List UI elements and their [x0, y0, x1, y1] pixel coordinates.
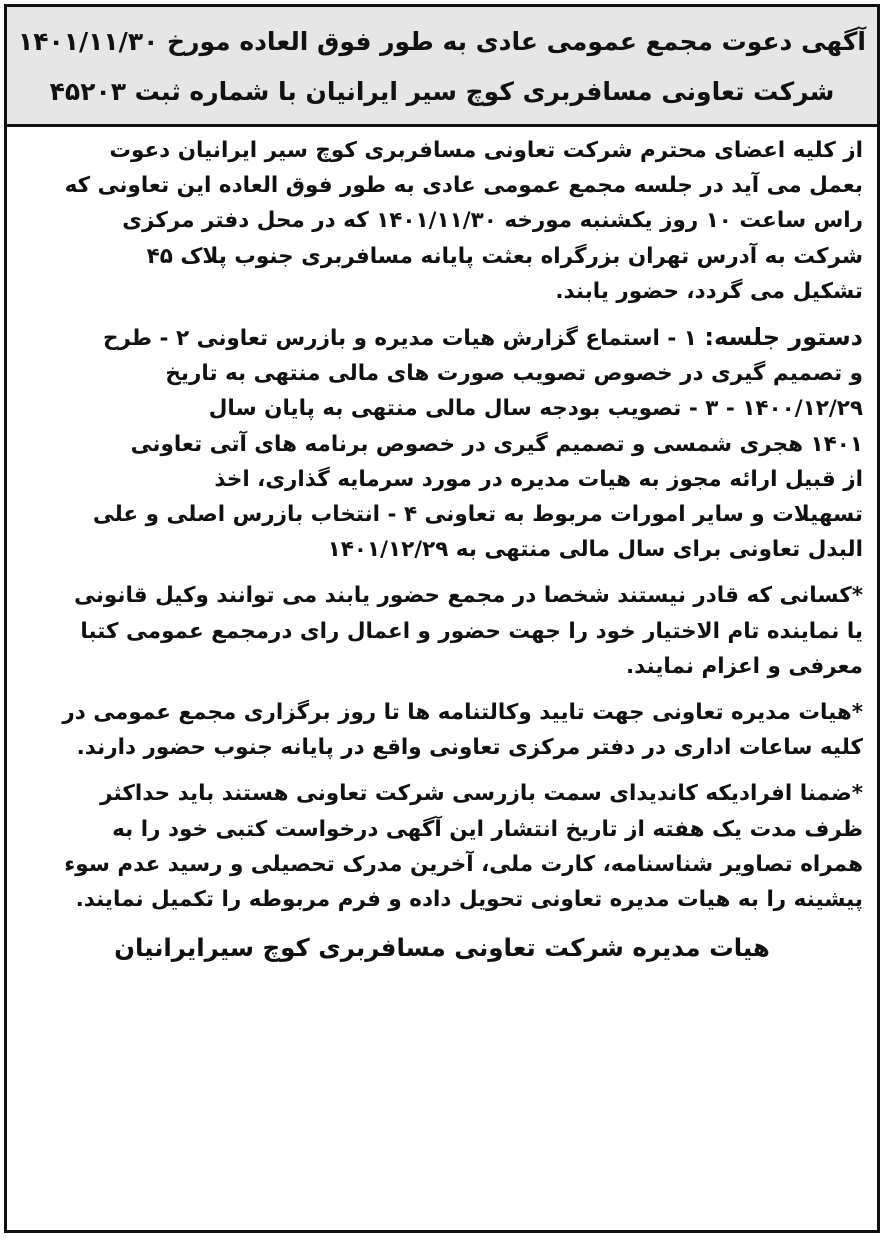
intro-line: تشکیل می گردد، حضور یابند.: [555, 278, 863, 304]
intro-line: از کلیه اعضای محترم شرکت تعاونی مسافربری کوچ سیر ایرانیان دعوت: [109, 138, 863, 163]
note-line: معرفی و اعزام نمایند.: [625, 653, 863, 679]
note-line: *هیات مدیره تعاونی جهت تایید وکالتنامه ها تا روز برگزاری مجمع عمومی در: [62, 700, 863, 726]
agenda-label: دستور جلسه:: [704, 323, 863, 352]
note-line: ظرف مدت یک هفته از تاریخ انتشار این آگهی درخواست کتبی خود را به: [112, 816, 863, 842]
board-note: [21, 695, 863, 765]
intro-paragraph: [21, 133, 863, 309]
signature: هیات مدیره شرکت تعاونی مسافربری کوچ سیرایرانیان: [114, 933, 770, 963]
proxy-note: [21, 578, 863, 684]
agenda-line: تسهیلات و سایر امورات مربوط به تعاونی ۴ - انتخاب بازرس اصلی و علی: [92, 502, 863, 528]
intro-line: راس ساعت ۱۰ روز یکشنبه مورخه ۱۴۰۱/۱۱/۳۰ که در محل دفتر مرکزی: [122, 208, 863, 234]
candidates-note: [21, 776, 863, 917]
agenda-paragraph: [21, 320, 863, 567]
agenda-line: ۱۴۰۰/۱۲/۲۹ - ۳ - تصویب بودجه سال مالی منتهی به پایان سال: [208, 396, 863, 422]
note-line: کلیه ساعات اداری در دفتر مرکزی تعاونی واقع در پایانه جنوب حضور دارند.: [76, 735, 863, 761]
agenda-line: و تصمیم گیری در خصوص تصویب صورت های مالی منتهی به تاریخ: [165, 361, 863, 387]
agenda-item-text: ۱ - استماع گزارش هیات مدیره و بازرس تعاونی ۲ - طرح: [102, 326, 705, 352]
note-line: پیشینه را به هیات مدیره تعاونی تحویل داده و فرم مربوطه را تکمیل نمایند.: [75, 887, 863, 913]
notice-box: [4, 4, 880, 1233]
agenda-line: ۱۴۰۱ هجری شمسی و تصمیم گیری در خصوص برنامه های آتی تعاونی: [130, 431, 863, 457]
notice-title: آگهی دعوت مجمع عمومی عادی به طور فوق العاده مورخ ۱۴۰۱/۱۱/۳۰: [18, 27, 866, 56]
notice-body: [7, 127, 877, 968]
agenda-first-line: [21, 320, 863, 356]
notice-header: [7, 7, 877, 127]
note-line: یا نماینده تام الاختیار خود را جهت حضور و اعمال رای درمجمع عمومی کتبا: [80, 618, 863, 644]
intro-line: بعمل می آید در جلسه مجمع عمومی عادی به طور فوق العاده این تعاونی که: [64, 173, 863, 199]
agenda-line: از قبیل ارائه مجوز به هیات مدیره در مورد سرمایه گذاری، اخذ: [214, 466, 863, 492]
agenda-line: البدل تعاونی برای سال مالی منتهی به ۱۴۰۱/۱۲/۲۹: [327, 537, 863, 563]
intro-line: شرکت به آدرس تهران بزرگراه بعثت پایانه مسافربری جنوب پلاک ۴۵: [146, 243, 863, 269]
note-line: *کسانی که قادر نیستند شخصا در مجمع حضور یابند می توانند وکیل قانونی: [74, 583, 863, 609]
note-line: همراه تصاویر شناسنامه، کارت ملی، آخرین مدرک تحصیلی و رسید عدم سوء: [64, 851, 863, 877]
notice-subtitle: شرکت تعاونی مسافربری کوچ سیر ایرانیان با شماره ثبت ۴۵۲۰۳: [49, 77, 835, 106]
note-line: *ضمنا افرادیکه کاندیدای سمت بازرسی شرکت تعاونی هستند باید حداکثر: [100, 781, 863, 807]
